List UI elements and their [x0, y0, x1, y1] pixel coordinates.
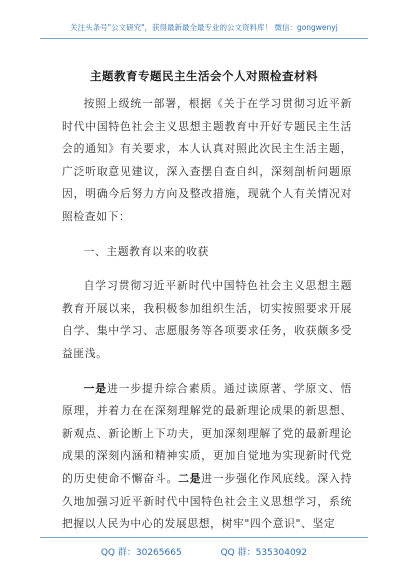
footer-qq-group-2: QQ 群：535304092	[220, 548, 308, 558]
point-one-text: 进一步提升综合素质。通过读原著、学原文、悟原理，并着力在在深刻理解党的最新理论成果的新思想、新观点、新论断上下功夫，更加深刻理解了党的最新理论成果的深刻内涵和精神实质，更加自觉地为实现新时代党的历史使命不懈奋斗。	[62, 381, 352, 485]
header-note: 关注头条号"公文研究"，获得最新最全最专业的公文资料库！ 微信：gongwenyj	[70, 23, 338, 32]
footer-qq-group-1: QQ 群：30265665	[100, 548, 182, 558]
point-one-lead: 一是	[83, 381, 107, 395]
point-two-text: 进一步强化作风底线。深入持久地加强习近平新时代中国特色社会主义思想学习，系统把握以人民为中心的发展思想，树牢"四个意识"、坚定	[62, 471, 352, 531]
document-body	[62, 93, 352, 548]
header-divider	[40, 38, 368, 39]
section-heading: 一、主题教育以来的收获	[83, 244, 209, 258]
details-paragraph	[62, 378, 352, 536]
footer-divider	[40, 537, 368, 538]
point-two-lead: 二是	[178, 471, 202, 485]
footer	[40, 545, 368, 558]
gains-paragraph: 自学习贯彻习近平新时代中国特色社会主义思想主题教育开展以来，我积极参加组织生活，切实按照要求开展自学、集中学习、志愿服务等各项要求任务，收获颇多受益匪浅。	[62, 279, 352, 360]
document-title: 主题教育专题民主生活会个人对照检查材料	[90, 69, 318, 83]
intro-paragraph: 按照上级统一部署，根据《关于在学习贯彻习近平新时代中国特色社会主义思想主题教育中开好专题民主生活会的通知》有关要求，本人认真对照此次民主生活主题，广泛听取意见建议，深入查摆自查自纠，深刻剖析问题原因，明确今后努力方向及整改措施，现就个人有关情况对照检查如下：	[62, 97, 352, 223]
